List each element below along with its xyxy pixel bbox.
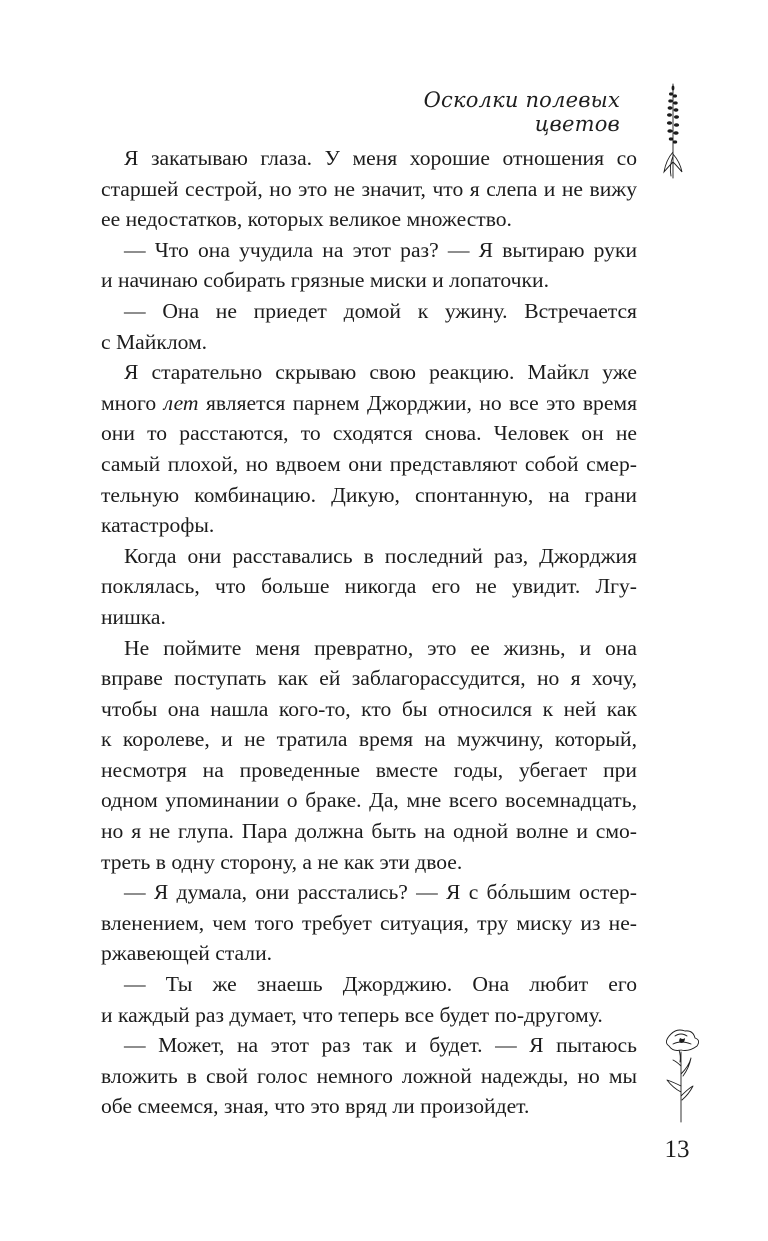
text-line: много лет является парнем Джорджии, но все это время bbox=[101, 390, 637, 415]
text-line: несмотря на проведенные вместе годы, убегает при bbox=[101, 757, 637, 782]
text-line: обе смеемся, зная, что это вряд ли произойдет. bbox=[101, 1094, 530, 1119]
running-title: Осколки полевых цветов bbox=[423, 88, 620, 136]
fireweed-flower-icon bbox=[660, 82, 686, 184]
text-line: Я закатываю глаза. У меня хорошие отношения со bbox=[124, 146, 637, 170]
text-line: ее недостатков, которых великое множество. bbox=[101, 207, 512, 232]
text-line: самый плохой, но вдвоем они представляют собой смер- bbox=[101, 451, 637, 476]
text-line: катастрофы. bbox=[101, 513, 215, 538]
text-line: поклялась, что больше никогда его не увидит. Лгу- bbox=[101, 574, 637, 599]
text-line: они то расстаются, то сходятся снова. Человек он не bbox=[101, 421, 637, 446]
text-line: ржавеющей стали. bbox=[101, 941, 273, 966]
text-line: и начинаю собирать грязные миски и лопаточки. bbox=[101, 268, 549, 293]
body-text bbox=[101, 143, 637, 1122]
text-line: треть в одну сторону, а не как эти двое. bbox=[101, 849, 463, 874]
text-line: и каждый раз думает, что теперь все будет по-другому. bbox=[101, 1002, 603, 1027]
text-line: тельную комбинацию. Дикую, спонтанную, на грани bbox=[101, 482, 637, 507]
page-number: 13 bbox=[664, 1136, 690, 1163]
text-line: чтобы она нашла кого-то, кто бы относился к ней как bbox=[101, 696, 637, 721]
text-line: Не поймите меня превратно, это ее жизнь, и она bbox=[124, 635, 637, 660]
text-line: одном упоминании о браке. Да, мне всего восемнадцать, bbox=[101, 788, 637, 813]
text-line: Когда они расставались в последний раз, Джорджия bbox=[124, 543, 637, 568]
text-line: с Майклом. bbox=[101, 329, 208, 354]
text-line: к королеве, и не тратила время на мужчину, который, bbox=[101, 727, 637, 752]
text-line: — Что она учудила на этот раз? — Я вытираю руки bbox=[124, 237, 637, 262]
text-line: но я не глупа. Пара должна быть на одной волне и смо- bbox=[101, 819, 637, 844]
poppy-flower-icon bbox=[659, 1026, 705, 1126]
text-line: — Она не приедет домой к ужину. Встречается bbox=[124, 298, 637, 323]
text-line: — Я думала, они расстались? — Я с бóльшим остер- bbox=[124, 880, 637, 905]
emphasized-word: лет bbox=[163, 390, 199, 415]
text-line: вложить в свой голос немного ложной надежды, но мы bbox=[101, 1063, 637, 1088]
text-line: вправе поступать как ей заблагорассудится, но я хочу, bbox=[101, 666, 637, 691]
text-line: нишка. bbox=[101, 604, 166, 629]
text-line: — Может, на этот раз так и будет. — Я пытаюсь bbox=[124, 1033, 637, 1058]
text-line: Я старательно скрываю свою реакцию. Майкл уже bbox=[124, 360, 637, 385]
text-line: старшей сестрой, но это не значит, что я слепа и не вижу bbox=[101, 176, 637, 201]
text-line: вленением, чем того требует ситуация, тру миску из не- bbox=[101, 910, 637, 935]
text-line: — Ты же знаешь Джорджию. Она любит его bbox=[124, 972, 637, 997]
